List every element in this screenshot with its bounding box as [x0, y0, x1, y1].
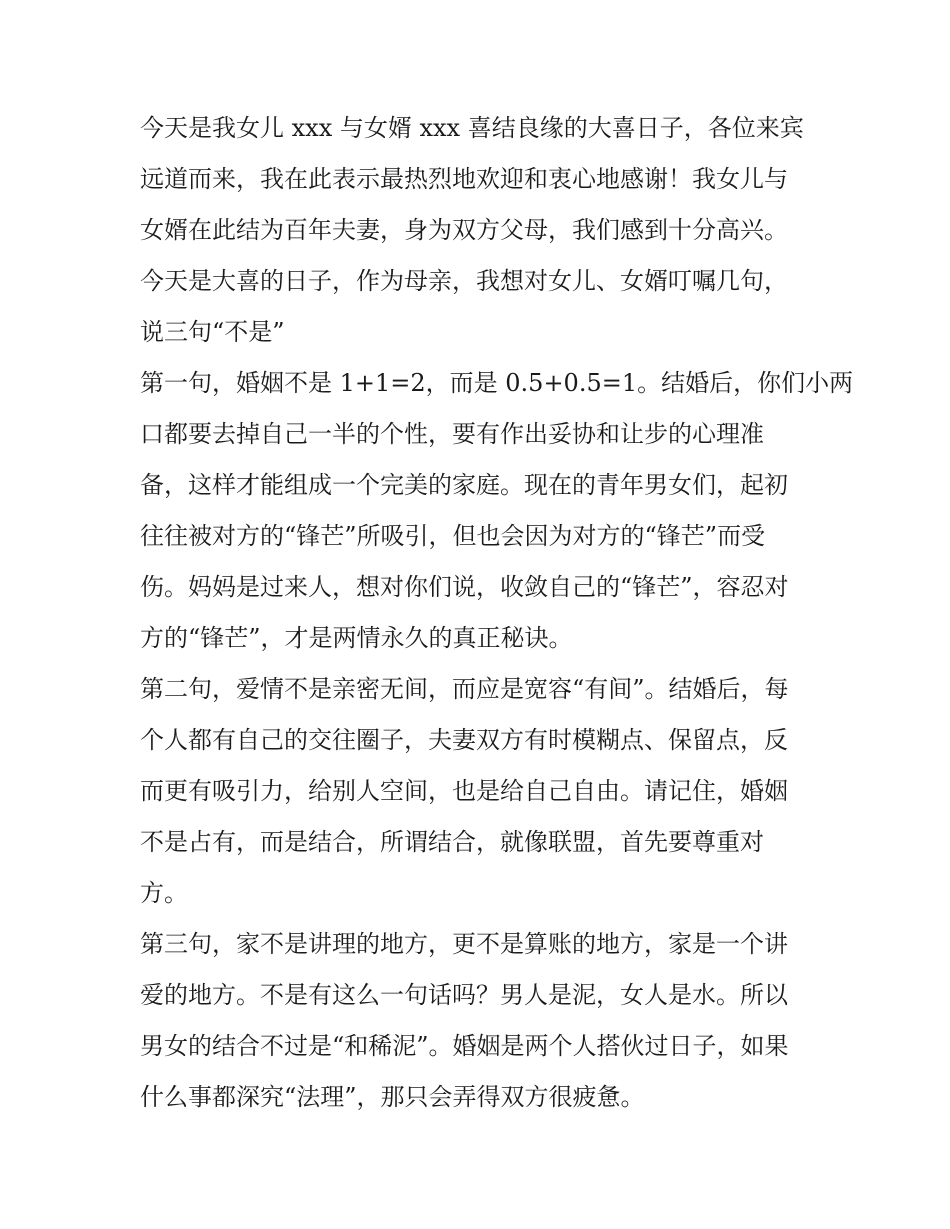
text-line-19: 男女的结合不过是“和稀泥”。婚姻是两个人搭伙过日子，如果 — [140, 1032, 789, 1060]
text-line-11: 方的“锋芒”，才是两情永久的真正秘诀。 — [140, 624, 573, 652]
document-body — [140, 103, 854, 1123]
text-line-20: 什么事都深究“法理”，那只会弄得双方很疲惫。 — [140, 1083, 645, 1111]
text-line-16: 方。 — [140, 879, 188, 907]
text-line-3: 女婿在此结为百年夫妻，身为双方父母，我们感到十分高兴。 — [140, 216, 788, 244]
text-line-14: 而更有吸引力，给别人空间，也是给自己自由。请记住，婚姻 — [140, 777, 788, 805]
text-line-15: 不是占有，而是结合，所谓结合，就像联盟，首先要尊重对 — [140, 828, 764, 856]
text-line-5: 说三句“不是” — [140, 318, 285, 346]
text-line-12: 第二句，爱情不是亲密无间，而应是宽容“有间”。结婚后，每 — [140, 675, 789, 703]
text-line-9: 往往被对方的“锋芒”所吸引，但也会因为对方的“锋芒”而受 — [140, 522, 766, 550]
text-line-6: 第一句，婚姻不是 1+1=2，而是 0.5+0.5=1。结婚后，你们小两 — [140, 369, 854, 397]
text-line-2: 远道而来，我在此表示最热烈地欢迎和衷心地感谢！我女儿与 — [140, 165, 788, 193]
text-line-17: 第三句，家不是讲理的地方，更不是算账的地方，家是一个讲 — [140, 930, 788, 958]
text-line-18: 爱的地方。不是有这么一句话吗？男人是泥，女人是水。所以 — [140, 981, 788, 1009]
text-line-10: 伤。妈妈是过来人，想对你们说，收敛自己的“锋芒”，容忍对 — [140, 573, 789, 601]
text-line-1: 今天是我女儿 xxx 与女婿 xxx 喜结良缘的大喜日子，各位来宾 — [140, 114, 804, 142]
text-line-7: 口都要去掉自己一半的个性，要有作出妥协和让步的心理准 — [140, 420, 764, 448]
text-line-8: 备，这样才能组成一个完美的家庭。现在的青年男女们，起初 — [140, 471, 788, 499]
text-line-4: 今天是大喜的日子，作为母亲，我想对女儿、女婿叮嘱几句， — [140, 267, 788, 295]
text-line-13: 个人都有自己的交往圈子，夫妻双方有时模糊点、保留点，反 — [140, 726, 788, 754]
